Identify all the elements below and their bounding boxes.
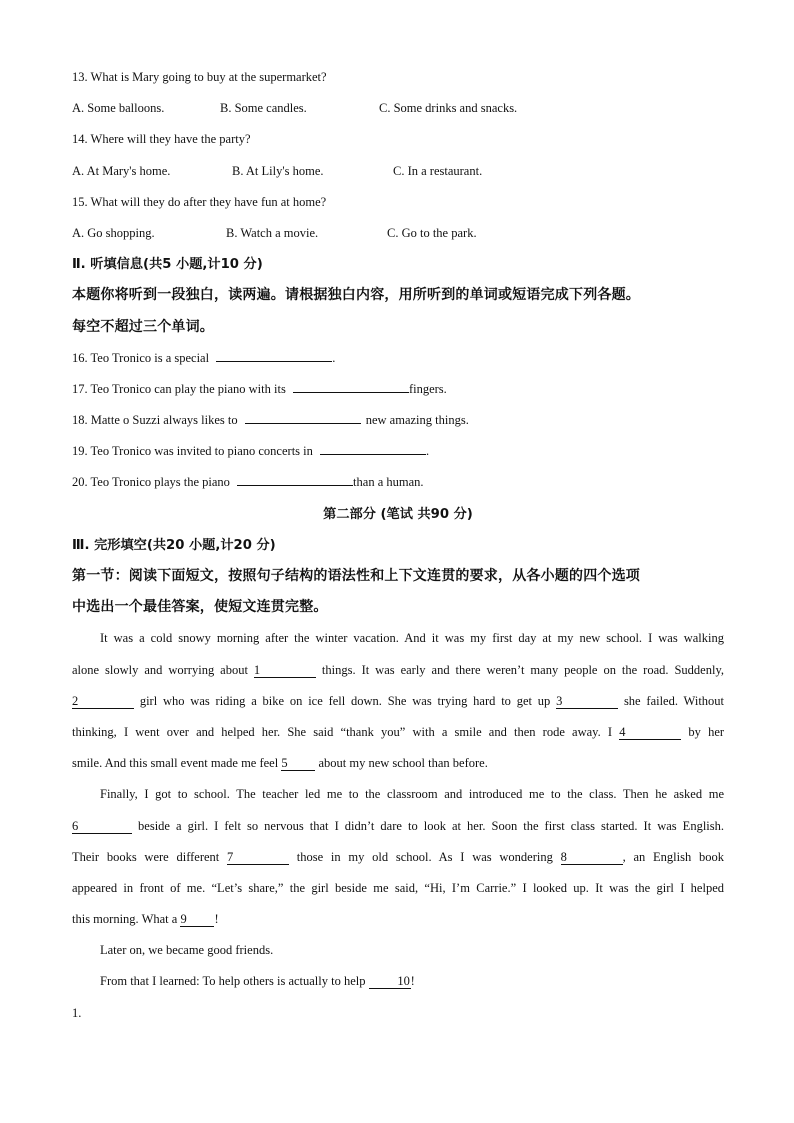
cloze-blank-3[interactable]: 3	[556, 694, 618, 709]
cloze-blank-9[interactable]: 9	[180, 912, 214, 927]
option-a: A. At Mary's home.	[72, 163, 171, 178]
answer-blank[interactable]	[237, 471, 353, 486]
question-16: 16. Teo Tronico is a special .	[72, 343, 724, 374]
answer-blank[interactable]	[293, 378, 409, 393]
answer-blank[interactable]	[216, 347, 332, 362]
option-c: C. In a restaurant.	[393, 163, 483, 178]
question-13: 13. What is Mary going to buy at the supermarket?	[72, 70, 327, 84]
option-b: B. Some candles.	[220, 101, 307, 116]
answer-blank[interactable]	[245, 409, 361, 424]
question-15-options	[72, 218, 724, 249]
passage-line: Their books were different 7 those in my old school. As I was wondering 8 , an English book	[72, 849, 724, 864]
option-a: A. Some balloons.	[72, 101, 165, 116]
question-14: 14. Where will they have the party?	[72, 132, 251, 147]
passage-line: appeared in front of me. “Let’s share,” the girl beside me said, “Hi, I’m Carrie.” I looked up. It was the girl I helped	[72, 880, 724, 895]
cloze-blank-5[interactable]: 5	[281, 756, 315, 771]
passage-line: thinking, I went over and helped her. She said “thank you” with a smile and then rode away. I 4 by her	[72, 724, 725, 739]
passage-line: this morning. What a 9 !	[72, 912, 219, 927]
cloze-blank-1[interactable]: 1	[254, 663, 316, 678]
passage-line: It was a cold snowy morning after the winter vacation. And it was my first day at my new school. I was walking	[100, 631, 724, 646]
question-number: 1.	[72, 1005, 82, 1020]
option-c: C. Some drinks and snacks.	[379, 101, 518, 116]
section-3-instruction-line-1: 第一节：阅读下面短文，按照句子结构的语法性和上下文连贯的要求，从各小题的四个选项	[72, 568, 640, 584]
option-a: A. Go shopping.	[72, 225, 155, 240]
section-2-instruction-line-2: 每空不超过三个单词。	[72, 318, 214, 335]
question-13-options	[72, 93, 724, 124]
passage-line: smile. And this small event made me feel 5 about my new school than before.	[72, 756, 488, 771]
question-20: 20. Teo Tronico plays the piano than a human.	[72, 467, 724, 498]
cloze-blank-8[interactable]: 8	[561, 850, 623, 865]
passage-line: 2 girl who was riding a bike on ice fell down. She was trying hard to get up 3 she failed. Without	[72, 693, 725, 708]
cloze-blank-7[interactable]: 7	[227, 850, 289, 865]
question-17: 17. Teo Tronico can play the piano with its fingers.	[72, 374, 724, 405]
option-b: B. Watch a movie.	[226, 225, 319, 240]
passage-line: alone slowly and worrying about 1 things. It was early and there weren’t many people on the road. Suddenly,	[72, 662, 725, 677]
question-18: 18. Matte o Suzzi always likes to new amazing things.	[72, 405, 724, 436]
cloze-blank-2[interactable]: 2	[72, 694, 134, 709]
option-b: B. At Lily's home.	[232, 163, 324, 178]
passage-line: 6 beside a girl. I felt so nervous that I didn’t dare to look at her. Soon the first class started. It was English.	[72, 818, 724, 833]
section-2-heading: Ⅱ. 听填信息(共5 小题,计10 分)	[72, 257, 263, 273]
section-3-heading: Ⅲ. 完形填空(共20 小题,计20 分)	[72, 537, 276, 553]
question-15: 15. What will they do after they have fun at home?	[72, 194, 327, 209]
answer-blank[interactable]	[320, 440, 426, 455]
cloze-blank-6[interactable]: 6	[72, 819, 132, 834]
cloze-blank-10[interactable]: 10	[369, 974, 411, 989]
part-2-title: 第二部分 (笔试 共90 分)	[323, 506, 473, 522]
exam-page	[72, 62, 724, 1029]
cloze-blank-4[interactable]: 4	[619, 725, 681, 740]
question-19: 19. Teo Tronico was invited to piano concerts in .	[72, 436, 724, 467]
section-2-instruction-line-1: 本题你将听到一段独白，读两遍。请根据独白内容，用所听到的单词或短语完成下列各题。	[72, 287, 640, 304]
question-14-options	[72, 156, 724, 187]
passage-line: Later on, we became good friends.	[100, 943, 274, 958]
section-3-instruction-line-2: 中选出一个最佳答案，使短文连贯完整。	[72, 599, 328, 616]
passage-line: Finally, I got to school. The teacher led me to the classroom and introduced me to the class. Then he asked me	[100, 787, 724, 802]
passage-line: From that I learned: To help others is actually to help 10!	[100, 974, 415, 989]
option-c: C. Go to the park.	[387, 225, 477, 240]
